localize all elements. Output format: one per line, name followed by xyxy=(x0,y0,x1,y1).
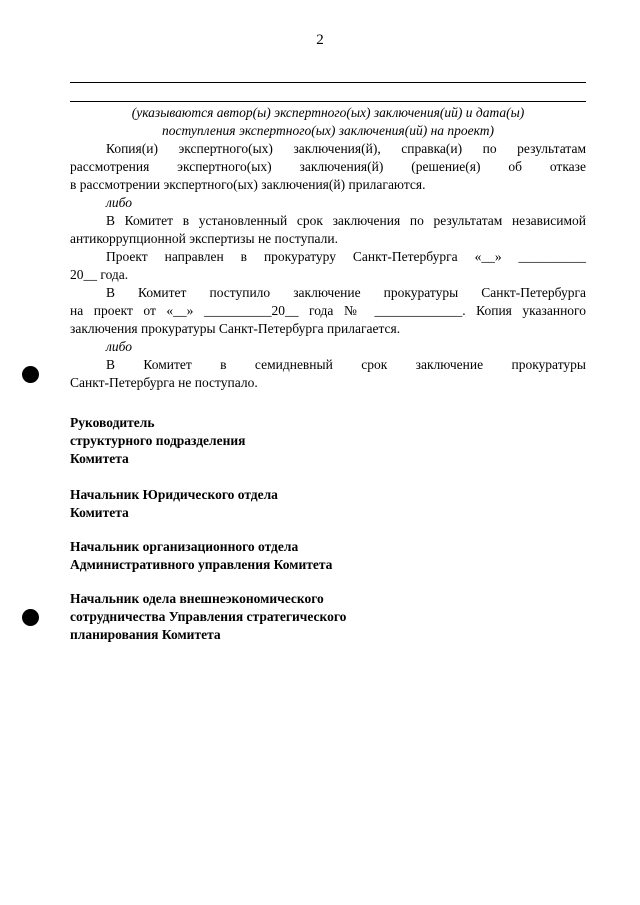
paragraph-line: В Комитет в семидневный срок заключение прокуратуры xyxy=(106,357,586,372)
signatory-title xyxy=(70,414,470,468)
paragraph-line: Проект направлен в прокуратуру Санкт-Петербурга «__» __________ xyxy=(106,249,586,264)
blank-line xyxy=(70,82,586,83)
signatory-title xyxy=(70,486,470,522)
caption-line: (указываются автор(ы) экспертного(ых) заключения(ий) и дата(ы) xyxy=(131,105,525,120)
paragraph-line: Копия(и) экспертного(ых) заключения(й), справка(и) по результатам xyxy=(106,141,586,156)
signatory-title xyxy=(70,538,470,574)
page-number: 2 xyxy=(316,32,324,48)
signatory-title xyxy=(70,590,470,644)
paragraph-line: рассмотрения экспертного(ых) заключения(й) (решение(я) об отказе xyxy=(70,159,586,174)
signatory-line: Комитета xyxy=(70,505,129,520)
paragraph-line: В Комитет поступило заключение прокуратуры Санкт-Петербурга xyxy=(106,285,586,300)
signatory-line: структурного подразделения xyxy=(70,433,246,448)
signatory-line: Начальник одела внешнеэкономического xyxy=(70,591,324,606)
caption-line: поступления экспертного(ых) заключения(ий) на проект) xyxy=(161,123,495,138)
paragraph-line: антикоррупционной экспертизы не поступали. xyxy=(70,231,338,246)
paragraph-line: заключения прокуратуры Санкт-Петербурга прилагается. xyxy=(70,321,401,336)
signatory-line: Начальник организационного отдела xyxy=(70,539,299,554)
paragraph-line: в рассмотрении экспертного(ых) заключения(й) прилагаются. xyxy=(70,177,426,192)
paragraph-line: 20__ года. xyxy=(70,267,129,282)
blank-line xyxy=(70,101,586,102)
signatory-line: Начальник Юридического отдела xyxy=(70,487,278,502)
signatory-line: Комитета xyxy=(70,451,129,466)
alternative-label: либо xyxy=(106,195,132,210)
paragraph-line: на проект от «__» __________20__ года № _____________. Копия указанного xyxy=(70,303,586,318)
paragraph-line: Санкт-Петербурга не поступало. xyxy=(70,375,258,390)
alternative-label: либо xyxy=(106,339,132,354)
signatory-line: сотрудничества Управления стратегического xyxy=(70,609,347,624)
punch-hole xyxy=(22,609,39,626)
punch-hole xyxy=(22,366,39,383)
signatory-line: Руководитель xyxy=(70,415,155,430)
signatory-line: планирования Комитета xyxy=(70,627,221,642)
signatory-line: Административного управления Комитета xyxy=(70,557,333,572)
paragraph-line: В Комитет в установленный срок заключения по результатам независимой xyxy=(106,213,586,228)
